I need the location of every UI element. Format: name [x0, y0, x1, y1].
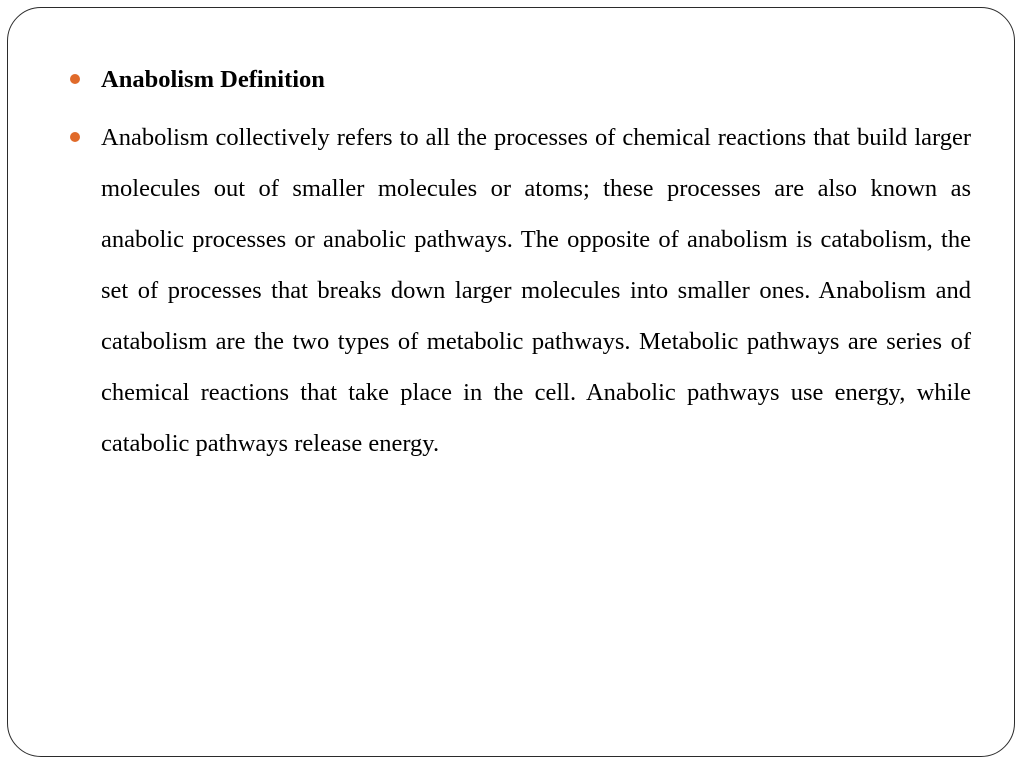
- slide-frame: [7, 7, 1015, 757]
- slide-paragraph: Anabolism collectively refers to all the processes of chemical reactions that build larger molecules out of smaller molecules or atoms; these processes are also known as anabolic processes or anabolic pathways. The opposite of anabolism is catabolism, the set of processes that breaks down larger molecules into smaller ones. Anabolism and catabolism are the two types of metabolic pathways. Metabolic pathways are series of chemical reactions that take place in the cell. Anabolic pathways use energy, while catabolic pathways release energy.: [101, 124, 971, 457]
- bullet-dot-icon: [70, 132, 80, 142]
- bullet-dot-icon: [70, 74, 80, 84]
- bullet-item-paragraph: [66, 112, 971, 469]
- bullet-item-heading: [66, 54, 971, 105]
- bullet-list: [66, 54, 971, 469]
- slide-heading: Anabolism Definition: [101, 66, 325, 93]
